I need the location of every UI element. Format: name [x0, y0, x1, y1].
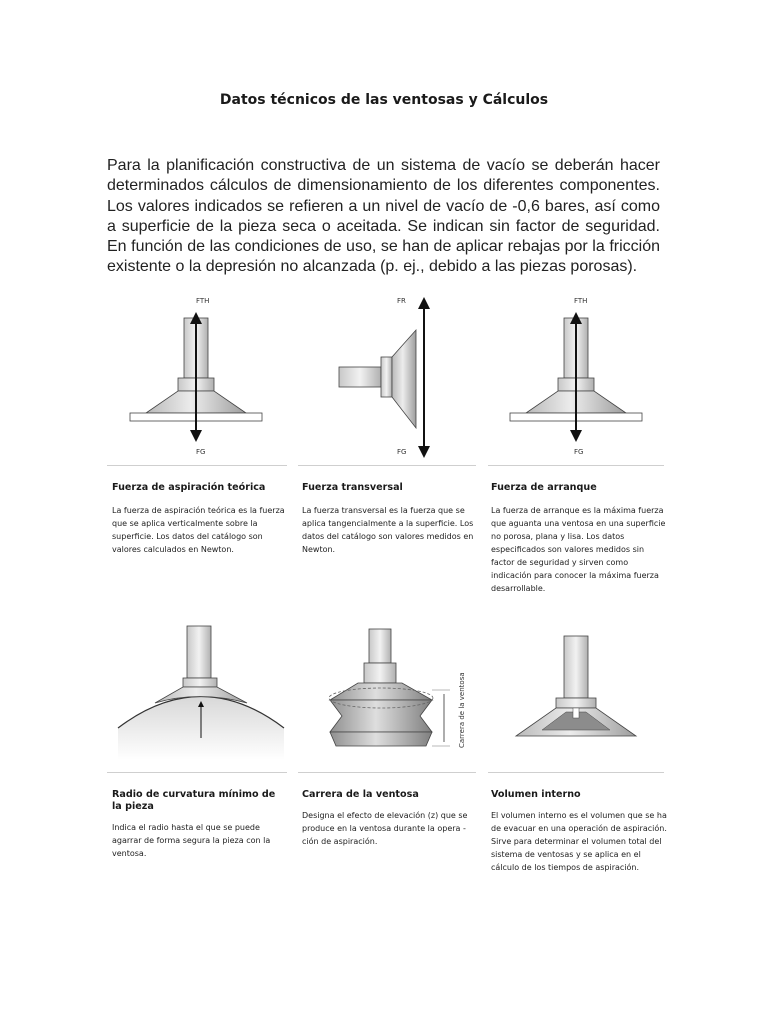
- panel-transversal-force: [302, 482, 478, 556]
- panel-suction-force: [112, 482, 288, 556]
- panel-title: Fuerza de arranque: [491, 482, 597, 493]
- carrera-axis-label: Carrera de la ventosa: [458, 672, 466, 748]
- separator-4: [107, 772, 287, 773]
- intro-paragraph: Para la planificación constructiva de un sistema de vacío se deberán hacer determinados cálculos de dimensionamiento de los diferentes componentes. Los valores indicados se refieren a un nivel de vacío de -0,6 bares, así como a superficie de la pieza seca o aceitada. Se indican sin factor de seguridad. En función de las condiciones de uso, se han de aplicar rebajas por la fricción existente o la depresión no alcanzada (p. ej., debido a las piezas porosas).: [107, 157, 660, 276]
- page-title: Datos técnicos de las ventosas y Cálculos: [219, 92, 549, 108]
- panel-cup-stroke: [302, 789, 478, 848]
- suction-cup-figure-3: [510, 297, 642, 456]
- panel-title: Fuerza de aspiración teórica: [112, 482, 266, 493]
- panel-title: Fuerza transversal: [302, 482, 403, 493]
- panel-title: Carrera de la ventosa: [302, 789, 419, 800]
- panel-text: La fuerza transversal es la fuerza que se aplica tangencialmente a la superficie. Los datos del catálogo son valores medidos en Newton.: [302, 506, 474, 554]
- separator-1: [107, 465, 287, 466]
- panel-curvature-radius: [112, 789, 282, 860]
- panel-text: Indica el radio hasta el que se puede agarrar de forma segura la pieza con la ventosa.: [112, 823, 271, 858]
- suction-cup-figure-1: [130, 297, 262, 456]
- fth-label-3: FTH: [574, 297, 588, 305]
- panel-pull-off-force: [491, 482, 667, 595]
- suction-cup-figure-5: [329, 629, 466, 748]
- panel-text: La fuerza de aspiración teórica es la fuerza que se aplica verticalmente sobre la superficie. Los datos del catálogo son valores calculados en Newton.: [112, 506, 285, 554]
- fg-label-1: FG: [196, 448, 206, 456]
- panel-text: La fuerza de arranque es la máxima fuerza que aguanta una ventosa en una superficie no porosa, plana y lisa. Los datos especificados son valores medidos sin factor de seguridad y sirven como indicación para conocer la máxima fuerza desarrollable.: [491, 506, 666, 593]
- panel-title: Radio de curvatura mínimo de la pieza: [112, 789, 276, 812]
- panel-text: El volumen interno es el volumen que se ha de evacuar en una operación de aspiración. Sirve para determinar el volumen total del sistema de ventosas y se aplica en el cálculo de los tiempos de aspiración.: [491, 811, 667, 872]
- suction-cup-figure-2: [339, 297, 424, 456]
- fth-label-1: FTH: [196, 297, 210, 305]
- separator-6: [488, 772, 664, 773]
- separator-5: [298, 772, 476, 773]
- fg-label-3: FG: [574, 448, 584, 456]
- suction-cup-figure-6: [516, 636, 636, 736]
- panel-title: Volumen interno: [491, 789, 581, 800]
- panel-internal-volume: [491, 789, 667, 874]
- separator-3: [488, 465, 664, 466]
- fr-label: FR: [397, 297, 406, 305]
- separator-2: [298, 465, 476, 466]
- suction-cup-figure-4: [118, 626, 284, 760]
- panel-text: Designa el efecto de elevación (z) que se produce en la ventosa durante la opera - ción de aspiración.: [302, 811, 468, 846]
- fg-label-2: FG: [397, 448, 407, 456]
